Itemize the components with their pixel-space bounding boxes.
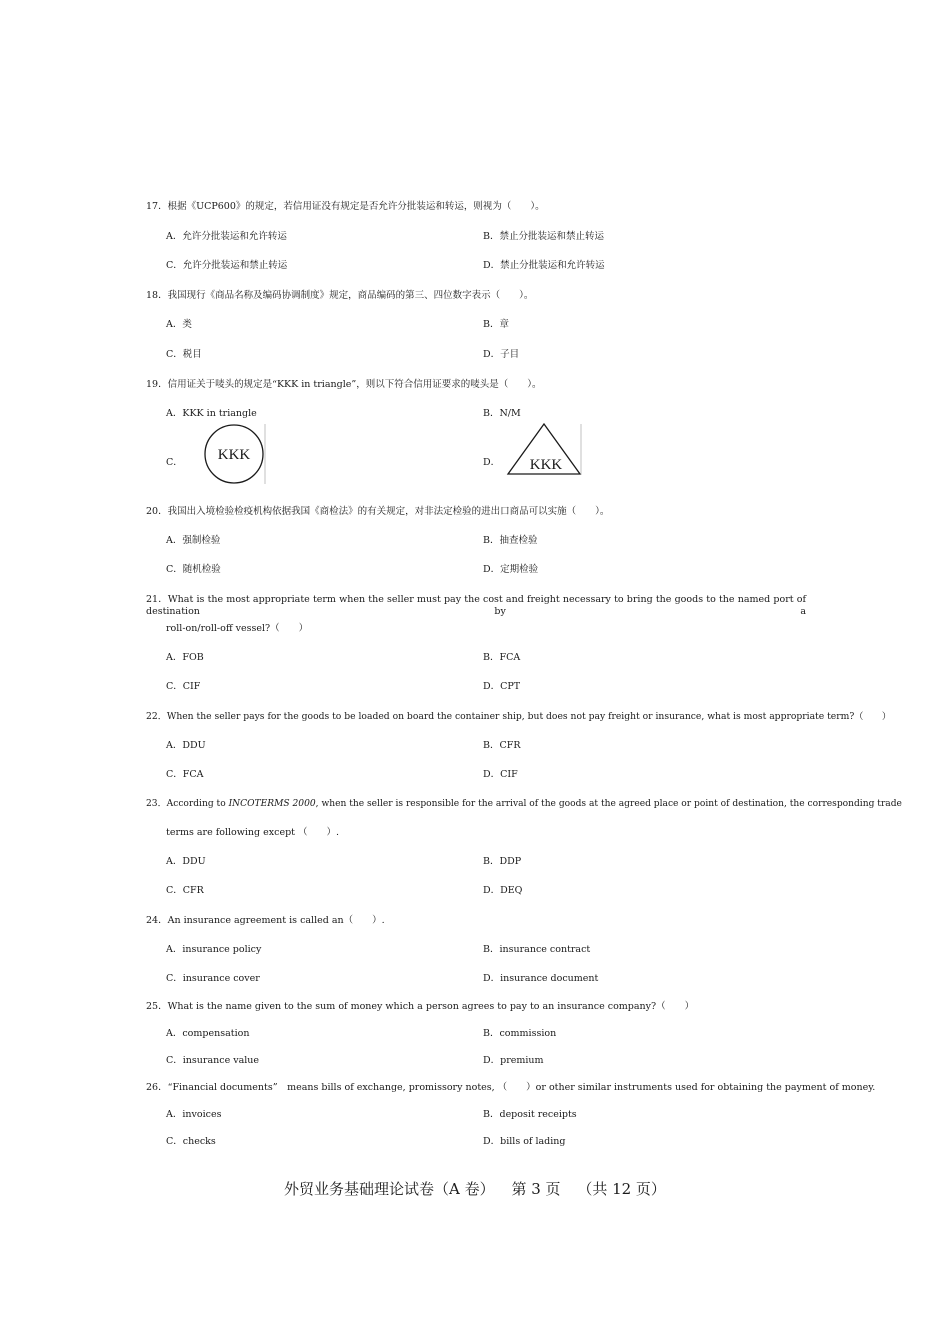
- footer-total-pages: （共 12 页）: [577, 1180, 666, 1198]
- question-24-option-a: A．insurance policy: [166, 944, 262, 955]
- question-17-option-b: B．禁止分批装运和禁止转运: [483, 231, 604, 242]
- question-21-stem-line2: roll-on/roll-off vessel?（ ）: [166, 623, 309, 634]
- page-footer: [0, 1180, 950, 1198]
- question-22-option-b: B．CFR: [483, 740, 521, 751]
- question-26-option-b: B．deposit receipts: [483, 1109, 577, 1120]
- question-26-option-a: A．invoices: [166, 1109, 222, 1120]
- question-18-option-d: D．子目: [483, 349, 520, 360]
- question-19-stem: 19．信用证关于唛头的规定是“KKK in triangle”，则以下符合信用证要求的唛头是（ ）。: [146, 379, 542, 390]
- question-19-option-c: C．: [166, 457, 183, 468]
- question-17-option-d: D．禁止分批装运和允许转运: [483, 260, 605, 271]
- question-18-option-a: A．类: [166, 319, 192, 330]
- question-25-option-c: C．insurance value: [166, 1055, 260, 1066]
- circle-mark-image: [202, 420, 270, 486]
- question-24-option-b: B．insurance contract: [483, 944, 591, 955]
- question-18-option-b: B．章: [483, 319, 509, 330]
- question-26-option-d: D．bills of lading: [483, 1136, 566, 1147]
- question-18-stem: 18．我国现行《商品名称及编码协调制度》规定，商品编码的第三、四位数字表示（ ）。: [146, 290, 534, 301]
- question-23-option-b: B．DDP: [483, 856, 522, 867]
- question-24-option-c: C．insurance cover: [166, 973, 260, 984]
- question-24-option-d: D．insurance document: [483, 973, 599, 984]
- question-25-option-d: D．premium: [483, 1055, 544, 1066]
- question-18-option-c: C．税目: [166, 349, 202, 360]
- question-21-option-a: A．FOB: [166, 652, 204, 663]
- question-23-stem-italic: INCOTERMS 2000: [228, 799, 316, 809]
- question-23-option-c: C．CFR: [166, 885, 204, 896]
- triangle-mark-image: [504, 421, 584, 477]
- question-17-option-a: A．允许分批装运和允许转运: [166, 231, 287, 242]
- question-20-stem: 20．我国出入境检验检疫机构依据我国《商检法》的有关规定，对非法定检验的进出口商品可以实施（ ）。: [146, 506, 610, 517]
- footer-title: 外贸业务基础理论试卷（A 卷）: [284, 1180, 495, 1198]
- question-20-option-a: A．强制检验: [166, 535, 221, 546]
- question-26-option-c: C．checks: [166, 1136, 216, 1147]
- question-22-option-d: D．CIF: [483, 769, 518, 780]
- question-24-stem: 24．An insurance agreement is called an（ ）.: [146, 915, 385, 926]
- question-20-option-c: C．随机检验: [166, 564, 221, 575]
- question-26-stem: 26．“Financial documents” means bills of exchange, promissory notes, （ ）or other similar instruments used for obtaining the payment of money.: [146, 1082, 876, 1093]
- question-17-option-c: C．允许分批装运和禁止转运: [166, 260, 288, 271]
- question-21-option-c: C．CIF: [166, 681, 201, 692]
- question-22-option-c: C．FCA: [166, 769, 204, 780]
- question-21-option-d: D．CPT: [483, 681, 521, 692]
- question-20-option-b: B．抽查检验: [483, 535, 538, 546]
- question-19-option-d: D．: [483, 457, 501, 468]
- question-23-stem-line2: terms are following except （ ）.: [166, 827, 340, 838]
- question-23-stem-line1: [146, 798, 902, 810]
- footer-page-number: 第 3 页: [511, 1180, 561, 1198]
- question-23-stem-pre: 23．According to: [146, 799, 229, 809]
- question-20-option-d: D．定期检验: [483, 564, 539, 575]
- question-25-option-b: B．commission: [483, 1028, 557, 1039]
- question-23-option-a: A．DDU: [166, 856, 206, 867]
- question-22-stem: 22．When the seller pays for the goods to be loaded on board the container ship, but does not pay freight or insurance, what is most appropriate term?（ ）: [146, 711, 892, 722]
- question-25-stem: 25．What is the name given to the sum of money which a person agrees to pay to an insurance company?（ ）: [146, 1001, 695, 1012]
- question-17-stem: 17．根据《UCP600》的规定，若信用证没有规定是否允许分批装运和转运，则视为（ ）。: [146, 201, 545, 212]
- circle-mark-text: KKK: [217, 447, 251, 463]
- question-25-option-a: A．compensation: [166, 1028, 250, 1039]
- question-23-option-d: D．DEQ: [483, 885, 523, 896]
- question-19-option-a: A．KKK in triangle: [166, 408, 257, 419]
- question-21-option-b: B．FCA: [483, 652, 521, 663]
- question-22-option-a: A．DDU: [166, 740, 206, 751]
- question-21-stem-line1: 21．What is the most appropriate term when the seller must pay the cost and freight necessary to bring the goods to the named port of destination by a: [146, 594, 806, 617]
- question-23-stem-post: , when the seller is responsible for the arrival of the goods at the agreed place or point of destination, the corresponding trade: [315, 799, 902, 809]
- triangle-mark-text: KKK: [529, 457, 563, 473]
- question-19-option-b: B．N/M: [483, 408, 521, 419]
